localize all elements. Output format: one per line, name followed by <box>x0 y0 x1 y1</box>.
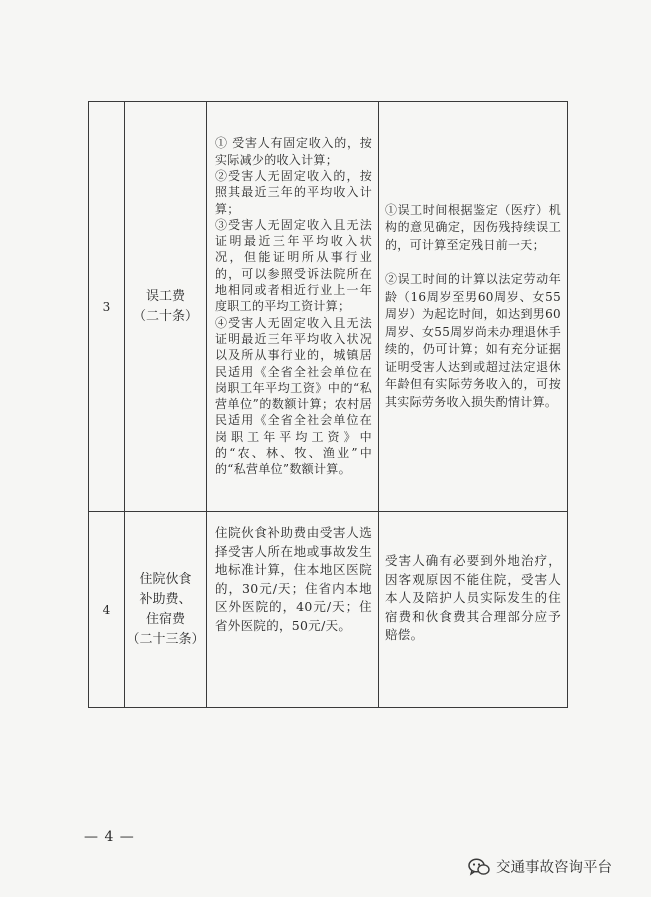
watermark <box>468 856 612 877</box>
calculation-standard: 住院伙食补助费由受害人选择受害人所在地或事故发生地标准计算，住本地区医院的，30元/天；住省内本地区外医院的，40元/天；住省外医院的，50元/天。 <box>207 512 379 708</box>
item-name <box>125 512 207 708</box>
item-name-line: 住宿费 <box>145 611 185 627</box>
standard-clause: ① 受害人有固定收入的，按实际减少的收入计算； <box>215 136 372 167</box>
table-row <box>89 512 568 708</box>
item-name-line: 误工费 <box>145 288 185 304</box>
standard-clause: ②受害人无固定收入的，按照其最近三年的平均收入计算； <box>215 168 372 216</box>
wechat-icon <box>468 858 490 876</box>
calculation-standard <box>207 102 379 512</box>
notes <box>379 102 568 512</box>
standard-clause: ④受害人无固定收入且无法证明最近三年平均收入状况以及所从事行业的，城镇居民适用《全省全社会单位在岗职工年平均工资》中的“私营单位”的数额计算；农村居民适用《全省全社会单位在岗职工年平均工资》中的“农、林、牧、渔业”中的“私营单位”数额计算。 <box>215 315 372 477</box>
standard-clause: ③受害人无固定收入且无法证明最近三年平均收入状况，但能证明所从事行业的，可以参照受诉法院所在地相同或者相近行业上一年度职工的平均工资计算； <box>215 217 372 314</box>
item-article: （二十条） <box>132 308 198 324</box>
table-row <box>89 102 568 512</box>
item-name-line: 住院伙食 <box>139 571 192 587</box>
note-clause: ①误工时间根据鉴定（医疗）机构的意见确定，因伤残持续误工的，可计算至定残日前一天； <box>385 202 561 252</box>
watermark-text: 交通事故咨询平台 <box>496 860 612 876</box>
notes: 受害人确有必要到外地治疗，因客观原因不能住院，受害人本人及陪护人员实际发生的住宿费和伙食费其合理部分应予赔偿。 <box>379 512 568 708</box>
row-number: 4 <box>89 512 125 708</box>
compensation-table <box>88 101 568 708</box>
row-number: 3 <box>89 102 125 512</box>
note-clause: ②误工时间的计算以法定劳动年龄（16周岁至男60周岁、女55周岁）为起讫时间，如达到男60周岁、女55周岁尚未办理退休手续的，仍可计算；如有充分证据证明受害人达到或超过法定退休年龄但有实际劳务收入的，可按其实际劳务收入损失酌情计算。 <box>385 272 561 409</box>
item-article: （二十三条） <box>126 631 205 647</box>
page-number: — 4 — <box>84 829 135 845</box>
item-name-line: 补助费、 <box>139 591 192 607</box>
item-name <box>125 102 207 512</box>
